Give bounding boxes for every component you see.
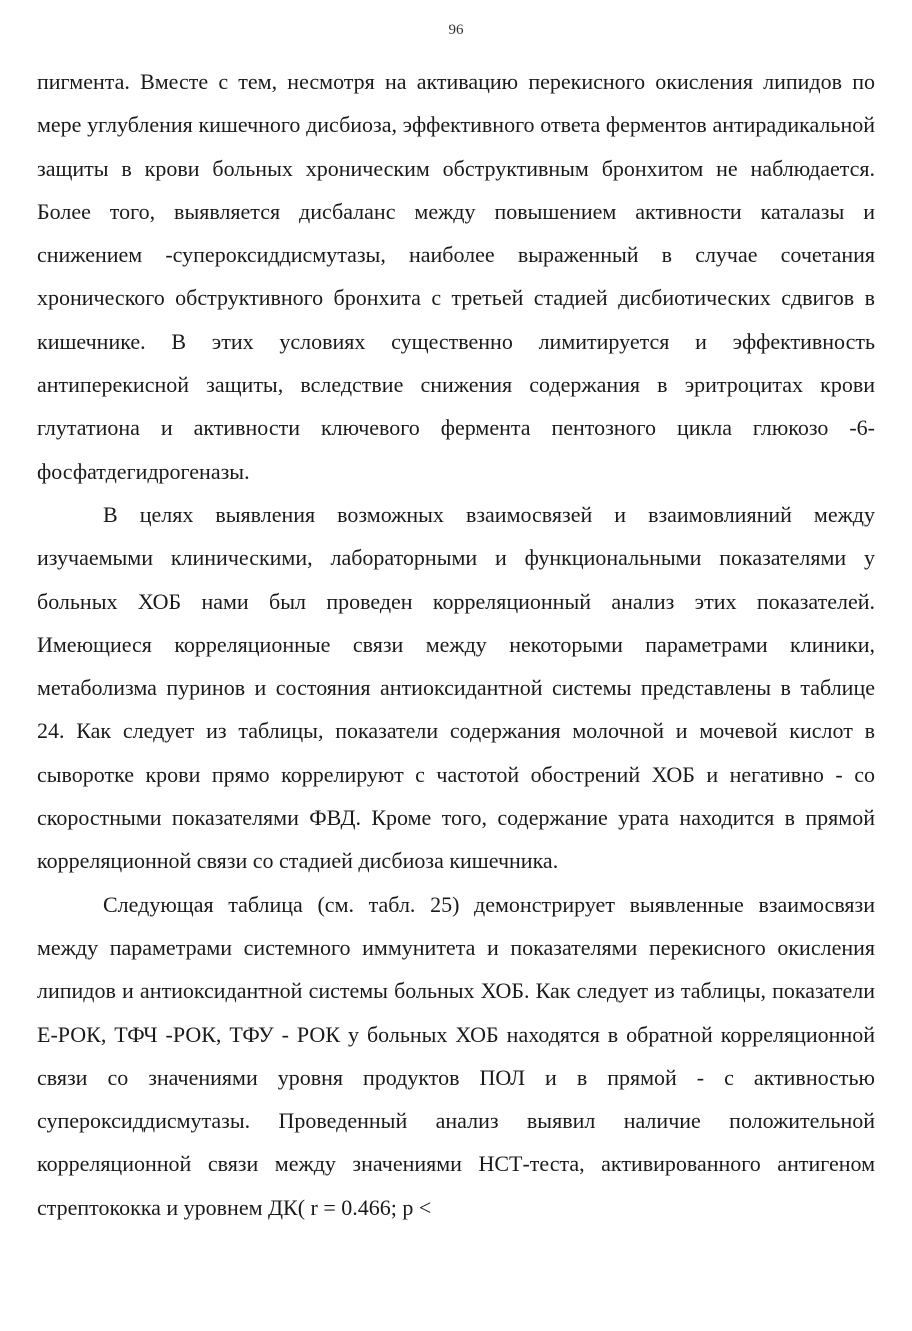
document-body <box>37 60 875 1229</box>
page-number: 96 <box>448 22 464 38</box>
paragraph-1: пигмента. Вместе с тем, несмотря на активацию перекисного окисления липидов по мере углубления кишечного дисбиоза, эффективного ответа ферментов антирадикальной защиты в крови больных хроническим обструктивным бронхитом не наблюдается. Более того, выявляется дисбаланс между повышением активности каталазы и снижением -супероксиддисмутазы, наиболее выраженный в случае сочетания хронического обструктивного бронхита с третьей стадией дисбиотических сдвигов в кишечнике. В этих условиях существенно лимитируется и эффективность антиперекисной защиты, вследствие снижения содержания в эритроцитах крови глутатиона и активности ключевого фермента пентозного цикла глюкозо -6-фосфатдегидрогеназы. <box>37 69 875 484</box>
paragraph-2: В целях выявления возможных взаимосвязей и взаимовлияний между изучаемыми клиническими, лабораторными и функциональными показателями у больных ХОБ нами был проведен корреляционный анализ этих показателей. Имеющиеся корреляционные связи между некоторыми параметрами клиники, метаболизма пуринов и состояния антиоксидантной системы представлены в таблице 24. Как следует из таблицы, показатели содержания молочной и мочевой кислот в сыворотке крови прямо коррелируют с частотой обострений ХОБ и негативно - со скоростными показателями ФВД. Кроме того, содержание урата находится в прямой корреляционной связи со стадией дисбиоза кишечника. <box>37 501 875 874</box>
paragraph-3: Следующая таблица (см. табл. 25) демонстрирует выявленные взаимосвязи между параметрами системного иммунитета и показателями перекисного окисления липидов и антиоксидантной системы больных ХОБ. Как следует из таблицы, показатели Е-РОК, ТФЧ -РОК, ТФУ - РОК у больных ХОБ находятся в обратной корреляционной связи со значениями уровня продуктов ПОЛ и в прямой - с активностью супероксиддисмутазы. Проведенный анализ выявил наличие положительной корреляционной связи между значениями НСТ-теста, активированного антигеном стрептококка и уровнем ДК( r = 0.466; p < <box>37 891 875 1220</box>
